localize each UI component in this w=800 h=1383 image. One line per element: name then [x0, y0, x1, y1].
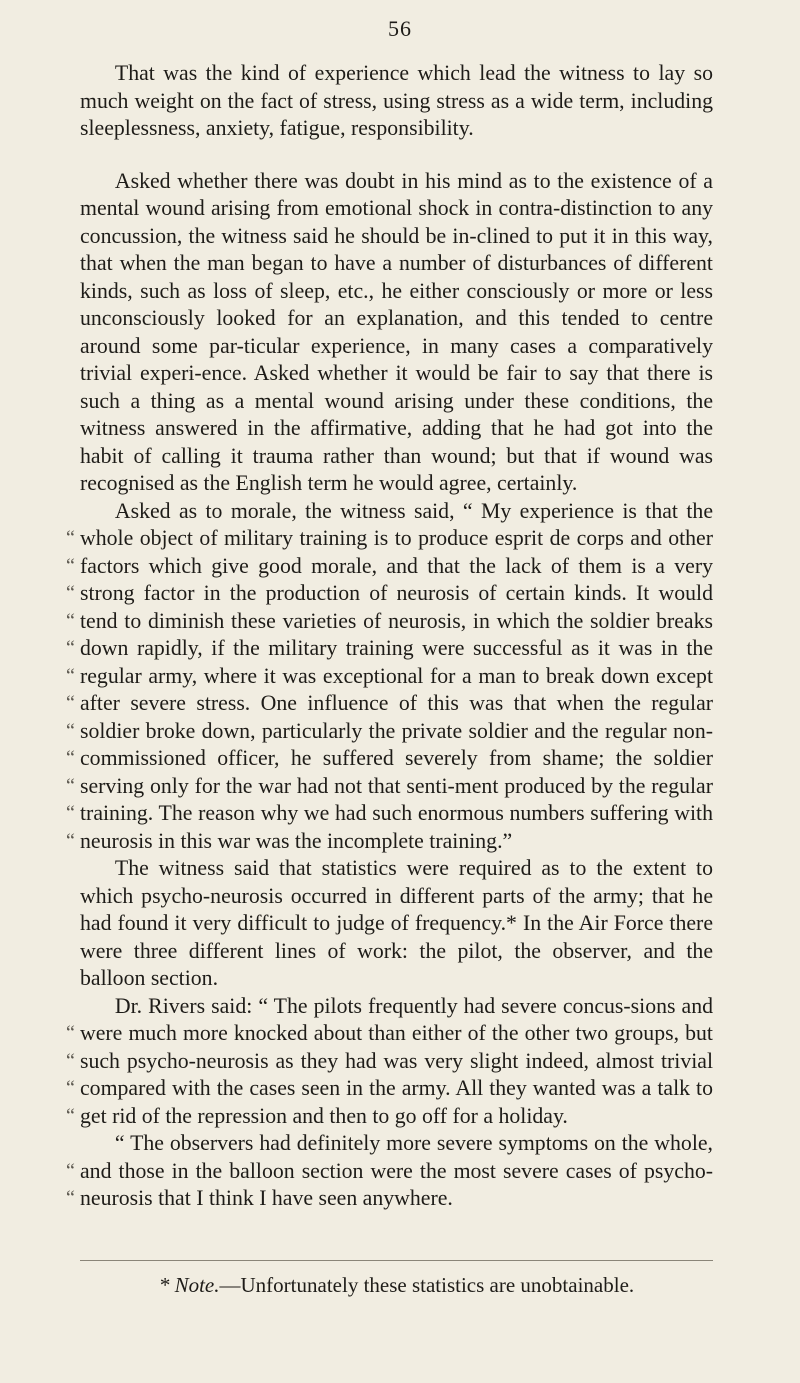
quote-mark: “	[66, 1049, 75, 1072]
quote-mark: “	[66, 774, 75, 797]
quote-mark: “	[66, 637, 75, 659]
page-number: 56	[388, 16, 412, 41]
quote-mark: “	[66, 802, 75, 824]
quote-block-morale	[66, 498, 713, 856]
paragraph-statistics: The witness said that statistics were required as to the extent to which psycho-neurosis occurred in different parts of the army; that he had found it very difficult to judge of frequency.* In the Air Force there were three different lines of work: the pilot, the observer, and the balloon section.	[80, 856, 713, 990]
quote-mark: “	[66, 747, 75, 769]
quote-mark: “	[66, 719, 75, 742]
quote-block-pilots	[66, 993, 713, 1131]
quote-mark: “	[66, 1104, 75, 1127]
quote-block-observers	[66, 1130, 713, 1213]
quote-mark: “	[66, 582, 75, 604]
quote-mark: “	[66, 1187, 75, 1209]
quote-mark: “	[66, 664, 75, 687]
quote-mark: “	[66, 1077, 75, 1099]
paragraph-mental-wound: Asked whether there was doubt in his mind as to the existence of a mental wound arising from emotional shock in contra-distinction to any concussion, the witness said he should be in-clined to put it in this way, that when the man began to have a number of disturbances of different kinds, such as loss of sleep, etc., he either consciously or more or less unconsciously looked for an explanation, and this tended to centre around some par-ticular experience, in many cases a comparatively trivial experi-ence. Asked whether it would be fair to say that there is such a thing as a mental wound arising under these conditions, the witness answered in the affirmative, adding that he had got into the habit of calling it trauma rather than wound; but that if wound was recognised as the English term he would agree, certainly.	[80, 168, 713, 495]
quote-mark: “	[66, 692, 75, 714]
paragraph-observers: “ The observers had definitely more severe symptoms on the whole, and those in the balloon section were the most severe cases of psycho-neurosis that I think I have seen anywhere.	[80, 1131, 713, 1210]
continuation-quote-marks	[66, 1020, 80, 1130]
quote-mark: “	[66, 554, 75, 577]
footnote	[80, 1272, 713, 1299]
footnote-label: * Note.	[158, 1273, 220, 1297]
quote-mark: “	[66, 527, 75, 549]
paragraph-stress: That was the kind of experience which lead the witness to lay so much weight on the fact of stress, using stress as a wide term, including sleeplessness, anxiety, fatigue, responsibility.	[80, 61, 713, 140]
quote-mark: “	[66, 829, 75, 852]
paragraph-pilots: Dr. Rivers said: “ The pilots frequently had severe concus-sions and were much more knocked about than either of the other two groups, but such psycho-neurosis as they had was very slight indeed, almost trivial compared with the cases seen in the army. All they wanted was a talk to get rid of the repression and then to go off for a holiday.	[80, 993, 713, 1128]
footnote-rule	[80, 1260, 713, 1261]
quote-mark: “	[66, 1022, 75, 1044]
footnote-text: —Unfortunately these statistics are unobtainable.	[219, 1273, 635, 1297]
paragraph-morale: Asked as to morale, the witness said, “ My experience is that the whole object of military training is to produce esprit de corps and other factors which give good morale, and that the lack of them is a very strong factor in the production of neurosis of certain kinds. It would tend to diminish these varieties of neurosis, in which the soldier breaks down rapidly, if the military training were successful as it was in the regular army, where it was exceptional for a man to break down except after severe stress. One influence of this was that when the regular soldier broke down, particularly the private soldier and the regular non-commissioned officer, he suffered severely from shame; the soldier serving only for the war had not that senti-ment produced by the regular training. The reason why we had such enormous numbers suffering with neurosis in this war was the incomplete training.”	[80, 498, 713, 853]
quote-mark: “	[66, 609, 75, 632]
continuation-quote-marks	[66, 1158, 80, 1213]
continuation-quote-marks	[66, 525, 80, 855]
quote-mark: “	[66, 1159, 75, 1182]
text-body	[66, 60, 713, 1213]
